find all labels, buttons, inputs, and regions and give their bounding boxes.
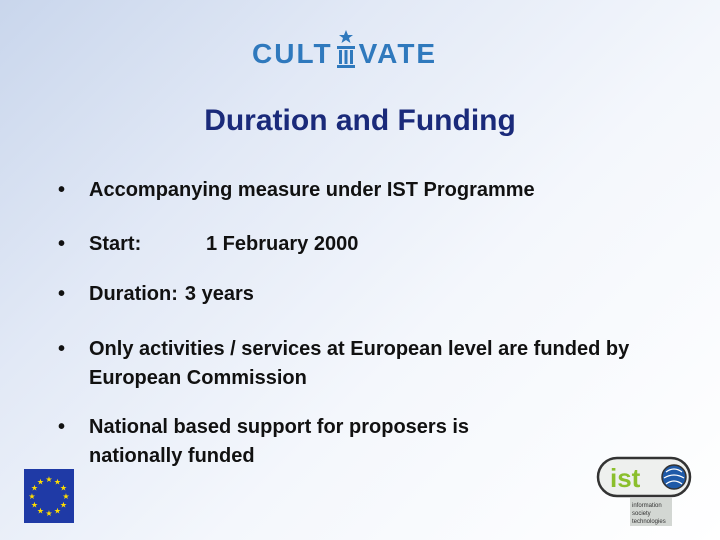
ist-tagline-1: information xyxy=(632,503,662,509)
svg-text:★: ★ xyxy=(53,477,62,487)
bullet-text: Only activities / services at European level are funded by European Commission xyxy=(89,338,630,389)
bullet-dot-icon: • xyxy=(58,179,66,201)
ist-logo-text: ist xyxy=(610,463,641,493)
svg-text:★: ★ xyxy=(59,500,68,510)
svg-text:★: ★ xyxy=(30,483,39,493)
svg-text:★: ★ xyxy=(53,506,62,516)
bullet-dot-icon: • xyxy=(58,338,66,360)
bullet-text: Accompanying measure under IST Programme xyxy=(89,179,535,201)
bullet-item xyxy=(58,413,658,471)
bullet-item xyxy=(58,335,658,393)
bullet-value: 3 years xyxy=(184,283,254,305)
bullet-key: Duration: xyxy=(89,283,178,305)
bullet-item xyxy=(58,176,658,205)
bullet-dot-icon: • xyxy=(58,416,66,438)
svg-text:★: ★ xyxy=(36,477,45,487)
ist-tagline-2: society xyxy=(632,511,651,517)
bullet-key: Start: xyxy=(89,233,142,255)
svg-text:★: ★ xyxy=(59,483,68,493)
bullet-text: National based support for proposers is nationally funded xyxy=(89,416,470,467)
bullet-dot-icon: • xyxy=(58,283,66,305)
bullet-dot-icon: • xyxy=(58,233,66,255)
svg-text:★: ★ xyxy=(36,506,45,516)
slide-title: Duration and Funding xyxy=(204,104,516,137)
cultivate-logo xyxy=(252,30,437,70)
pillar-icon xyxy=(335,42,357,70)
logo-text-right: VATE xyxy=(358,38,438,69)
logo-text-left: CULT xyxy=(252,38,333,69)
bullet-value: 1 February 2000 xyxy=(206,233,359,255)
bullet-item xyxy=(58,230,658,259)
svg-text:★: ★ xyxy=(45,475,53,484)
svg-text:★: ★ xyxy=(62,492,70,501)
svg-text:★: ★ xyxy=(45,509,53,518)
eu-flag-icon xyxy=(24,469,74,523)
ist-tagline-3: technologies xyxy=(632,519,666,525)
svg-text:★: ★ xyxy=(30,500,39,510)
ist-logo-icon xyxy=(596,452,694,528)
bullet-item xyxy=(58,280,658,309)
svg-text:★: ★ xyxy=(28,492,36,501)
